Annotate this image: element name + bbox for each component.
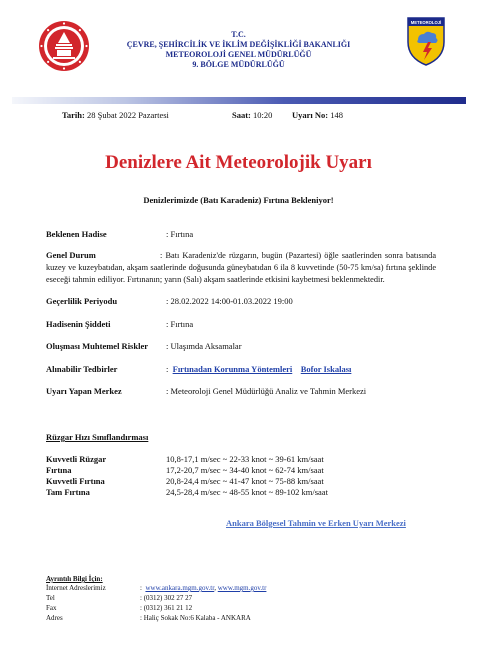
- classification-row-value: 17,2-20,7 m/sec ~ 34-40 knot ~ 62-74 km/saat: [166, 465, 324, 475]
- time-value: 10:20: [253, 110, 273, 120]
- general-situation-label: Genel Durum: [46, 250, 96, 260]
- general-situation-text: [46, 250, 436, 285]
- fax-value: : (0312) 361 21 12: [140, 604, 193, 612]
- address-value: : Haliç Sokak No:6 Kalaba - ANKARA: [140, 614, 251, 622]
- fax-label: Fax: [46, 604, 57, 612]
- web-colon: :: [140, 584, 142, 592]
- severity-label: Hadisenin Şiddeti: [46, 319, 111, 329]
- general-situation-value: : Batı Karadeniz'de rüzgarın, bugün (Pazartesi) öğle saatlerinden sonra batısında kuzey ve kuzeybatıdan, akşam saatlerinde doğusunda güneybatıdan 6 ila 8 kuvvetinde (50-75 km/sa) fırtına şeklinde eseceği tahmin ediliyor. Fırtınanın; yarın (Salı) akşam saatlerinde etkisini kaybetmesi beklenmektedir.: [46, 251, 436, 284]
- web-links: [140, 584, 266, 592]
- severity-value: : Fırtına: [166, 319, 194, 329]
- wind-classification-title: Rüzgar Hızı Sınıflandırması: [46, 432, 149, 442]
- expected-event-label: Beklenen Hadise: [46, 229, 107, 239]
- date-label: Tarih:: [62, 110, 85, 120]
- info-title: Ayrıntılı Bilgi İçin:: [46, 575, 103, 583]
- meteorology-logo-text: METEOROLOJİ: [410, 20, 442, 25]
- warning-number-value: 148: [330, 110, 343, 120]
- classification-row-name: Kuvvetli Fırtına: [46, 476, 105, 486]
- tel-value: : (0312) 302 27 27: [140, 594, 193, 602]
- header-divider-bar: [12, 97, 466, 104]
- warning-number-field: [292, 110, 343, 120]
- classification-row-value: 10,8-17,1 m/sec ~ 22-33 knot ~ 39-61 km/saat: [166, 454, 324, 464]
- header-region: 9. BÖLGE MÜDÜRLÜĞÜ: [192, 60, 285, 69]
- risks-label: Oluşması Muhtemel Riskler: [46, 341, 148, 351]
- mgm-link[interactable]: www.mgm.gov.tr: [217, 584, 267, 592]
- web-label: İnternet Adreslerimiz: [46, 584, 106, 592]
- expected-event-value: : Fırtına: [166, 229, 194, 239]
- measures-colon: :: [166, 364, 169, 374]
- measures-label: Alınabilir Tedbirler: [46, 364, 118, 374]
- header-line-tc: T.C.: [231, 30, 246, 39]
- classification-row-value: 24,5-28,4 m/sec ~ 48-55 knot ~ 89-102 km/saat: [166, 487, 328, 497]
- meteorology-logo: [406, 14, 446, 66]
- address-label: Adres: [46, 614, 63, 622]
- issuing-center-label: Uyarı Yapan Merkez: [46, 386, 122, 396]
- tel-label: Tel: [46, 594, 55, 602]
- risks-value: : Ulaşımda Aksamalar: [166, 341, 242, 351]
- classification-row-name: Fırtına: [46, 465, 72, 475]
- page-subtitle: Denizlerimizde (Batı Karadeniz) Fırtına Bekleniyor!: [143, 195, 334, 205]
- beaufort-scale-link[interactable]: Bofor Iskalası: [300, 364, 352, 374]
- issuing-center-value: : Meteoroloji Genel Müdürlüğü Analiz ve Tahmin Merkezi: [166, 386, 367, 396]
- page-title: Denizlere Ait Meteorolojik Uyarı: [105, 152, 372, 173]
- date-field: [62, 110, 169, 120]
- web-separator: ,: [214, 584, 216, 592]
- classification-row-name: Kuvvetli Rüzgar: [46, 454, 107, 464]
- ankara-forecast-center-link[interactable]: Ankara Bölgesel Tahmin ve Erken Uyarı Merkezi: [226, 518, 406, 528]
- warning-number-label: Uyarı No:: [292, 110, 329, 120]
- header-directorate: METEOROLOJİ GENEL MÜDÜRLÜĞÜ: [165, 50, 312, 59]
- validity-period-label: Geçerlilik Periyodu: [46, 296, 118, 306]
- measures-links: [166, 364, 351, 374]
- date-value: 28 Şubat 2022 Pazartesi: [86, 110, 169, 120]
- time-label: Saat:: [232, 110, 251, 120]
- ankara-mgm-link[interactable]: www.ankara.mgm.gov.tr: [145, 584, 215, 592]
- classification-row-value: 20,8-24,4 m/sec ~ 41-47 knot ~ 75-88 km/saat: [166, 476, 324, 486]
- classification-row-name: Tam Fırtına: [46, 487, 90, 497]
- time-field: [232, 110, 272, 120]
- validity-period-value: : 28.02.2022 14:00-01.03.2022 19:00: [166, 296, 293, 306]
- header-ministry: ÇEVRE, ŞEHİRCİLİK VE İKLİM DEĞİŞİKLİĞİ BAKANLIĞI: [126, 40, 351, 49]
- protection-methods-link[interactable]: Fırtınadan Korunma Yöntemleri: [172, 364, 293, 374]
